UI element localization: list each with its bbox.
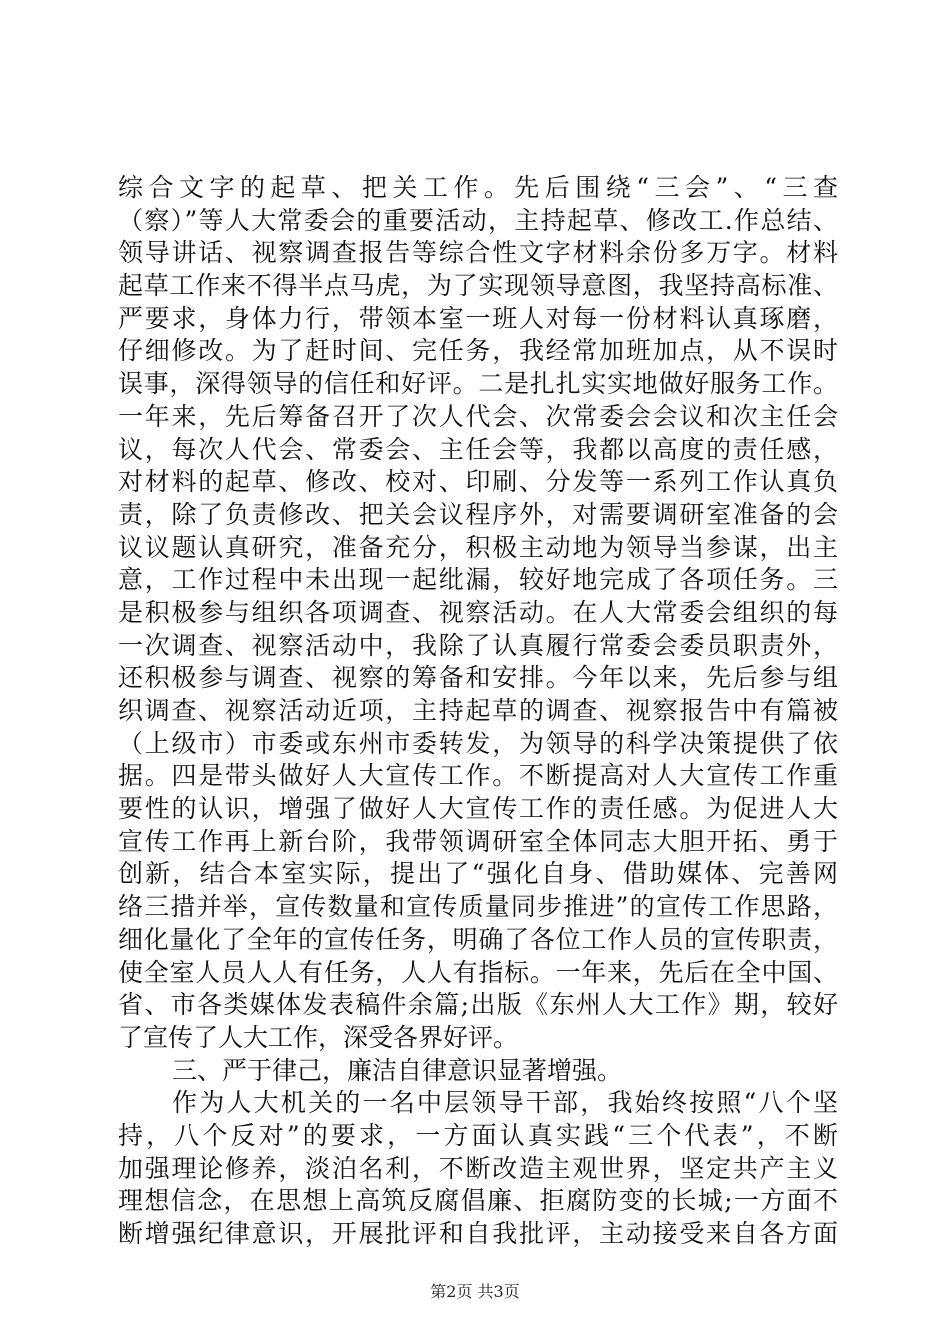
- text-line: 责，除了负责修改、把关会议程序外，对需要调研室准备的会: [118, 499, 838, 529]
- text-line: 使全室人员人人有任务，人人有指标。一年来，先后在全中国、: [118, 957, 838, 987]
- text-line: 据。四是带头做好人大宣传工作。不断提高对人大宣传工作重: [118, 761, 838, 791]
- text-line: 理想信念，在思想上高筑反腐倡廉、拒腐防变的长城;一方面不: [118, 1186, 838, 1216]
- text-line: 综合文字的起草、把关工作。先后围绕“三会”、“三查: [118, 173, 838, 202]
- text-line: （察）”等人大常委会的重要活动，主持起草、修改工.作总结、: [118, 205, 838, 235]
- text-line: 议议题认真研究，准备充分，积极主动地为领导当参谋，出主: [118, 532, 838, 562]
- text-line: 织调查、视察活动近项，主持起草的调查、视察报告中有篇被: [118, 696, 838, 725]
- text-line: （上级市）市委或东州市委转发，为领导的科学决策提供了依: [118, 728, 838, 758]
- section-heading: 三、严于律己，廉洁自律意识显著增强。: [172, 1055, 623, 1085]
- text-line: 对材料的起草、修改、校对、印刷、分发等一系列工作认真负: [118, 467, 838, 497]
- text-line: 断增强纪律意识，开展批评和自我批评，主动接受来自各方面: [118, 1219, 838, 1248]
- text-line: 议，每次人代会、常委会、主任会等，我都以高度的责任感，: [118, 434, 838, 464]
- page-number-footer: 第2页 共3页: [430, 1282, 520, 1301]
- text-line: 一年来，先后筹备召开了次人代会、次常委会会议和次主任会: [118, 401, 838, 431]
- text-line: 加强理论修养，淡泊名利，不断改造主观世界，坚定共产主义: [118, 1153, 838, 1183]
- text-line: 创新，结合本室实际，提出了“强化自身、借助媒体、完善网: [118, 859, 838, 889]
- text-line: 领导讲话、视察调查报告等综合性文字材料余份多万字。材料: [118, 238, 838, 268]
- text-line: 持，八个反对”的要求，一方面认真实践“三个代表”，不断: [118, 1120, 838, 1150]
- text-line: 作为人大机关的一名中层领导干部，我始终按照“八个坚: [172, 1088, 838, 1118]
- text-line: 了宣传了人大工作，深受各界好评。: [118, 1022, 519, 1052]
- text-line: 要性的认识，增强了做好人大宣传工作的责任感。为促进人大: [118, 794, 838, 824]
- text-line: 是积极参与组织各项调查、视察活动。在人大常委会组织的每: [118, 597, 838, 627]
- text-line: 宣传工作再上新台阶，我带领调研室全体同志大胆开拓、勇于: [118, 826, 838, 856]
- text-line: 一次调查、视察活动中，我除了认真履行常委会委员职责外，: [118, 630, 838, 660]
- text-line: 仔细修改。为了赶时间、完任务，我经常加班加点，从不误时: [118, 336, 838, 366]
- text-line: 细化量化了全年的宣传任务，明确了各位工作人员的宣传职责，: [118, 924, 838, 954]
- text-line: 络三措并举，宣传数量和宣传质量同步推进”的宣传工作思路，: [118, 892, 838, 922]
- text-line: 意，工作过程中未出现一起纰漏，较好地完成了各项任务。三: [118, 565, 838, 595]
- text-line: 还积极参与调查、视察的筹备和安排。今年以来，先后参与组: [118, 663, 838, 693]
- text-line: 严要求，身体力行，带领本室一班人对每一份材料认真琢磨，: [118, 303, 838, 333]
- body-text: [118, 172, 838, 1251]
- text-line: 误事，深得领导的信任和好评。二是扎扎实实地做好服务工作。: [118, 369, 838, 399]
- text-line: 起草工作来不得半点马虎，为了实现领导意图，我坚持高标准、: [118, 271, 838, 301]
- text-line: 省、市各类媒体发表稿件余篇;出版《东州人大工作》期，较好: [118, 990, 838, 1020]
